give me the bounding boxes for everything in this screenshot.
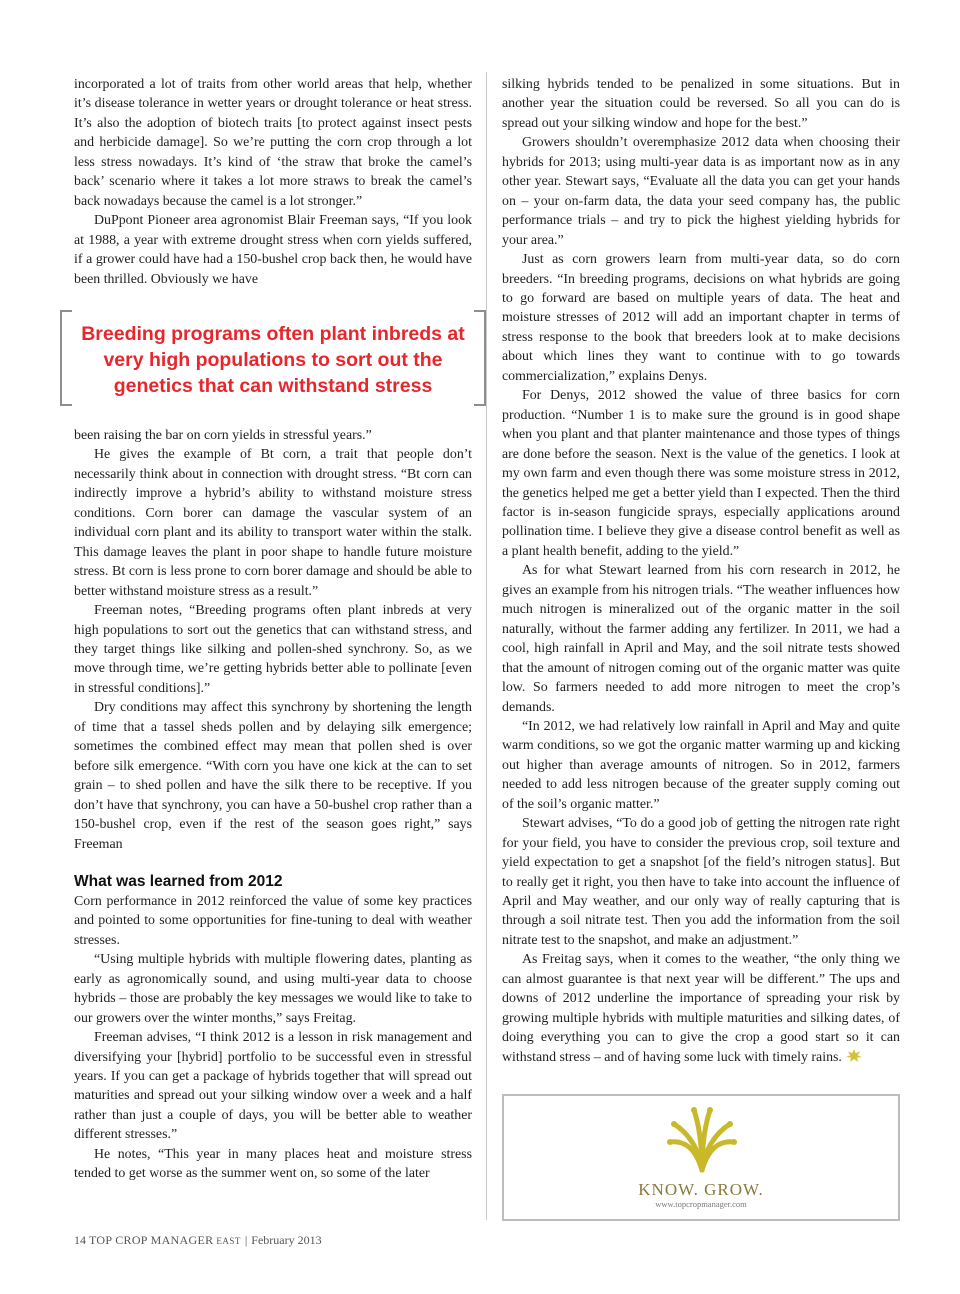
left-paragraph-5: Freeman notes, “Breeding programs often plant inbreds at very high populations to sort out the genetics that can withstand stress, and they target things like silking and pollen-shed synchrony. So, as we move through time, we’re getting hybrids better able to pollinate [even in stressful conditions].” (74, 603, 472, 696)
footer-separator: | (244, 1233, 248, 1247)
left-paragraph-3: been raising the bar on corn yields in stressful years.” (74, 427, 372, 443)
left-paragraph-4: He gives the example of Bt corn, a trait that people don’t necessarily think about in connection with drought stress. “Bt corn can indirectly improve a hybrid’s ability to withstand moisture stress conditions. Corn borer can damage the vascular system of an individual corn plant and its ability to transport water within the stalk. This damage leaves the plant in poor shape to handle future moisture stress. Bt corn is less prone to corn borer damage and should be able to better withstand moisture stress as a result.” (74, 447, 472, 599)
column-divider (486, 72, 487, 1220)
right-column (502, 75, 900, 1067)
right-paragraph-5: As for what Stewart learned from his corn research in 2012, he gives an example from his nitrogen trials. “The weather influences how much nitrogen is mineralized out of the organic matter in the soil naturally, without the farmer adding any fertilizer. In 2011, we had a cool, high rainfall in April and May, and the soil nitrate tests showed that the amount of nitrogen coming out of the organic matter was quite low. So farmers needed to add more nitrogen to meet the crop’s demands. (502, 563, 900, 715)
pull-quote (60, 310, 486, 406)
right-paragraph-7: Stewart advises, “To do a good job of getting the nitrogen rate right for your field, you have to consider the previous crop, soil texture and yield expectation to get a snapshot [of the field’s nitrogen status]. But to really get it right, you then have to take into account the influence of April and May weather, and our only way of really capturing that is through a soil nitrate test. Then you add the information from the soil nitrate test to the snapshot, and make an adjustment.” (502, 816, 900, 948)
publication-name: TOP CROP MANAGER (89, 1233, 214, 1247)
publication-edition: EAST (216, 1236, 241, 1246)
right-paragraph-4: For Denys, 2012 showed the value of three basics for corn production. “Number 1 is to make sure the ground is in good shape when you plant and that planter maintenance and those types of things are done before the season. Next is the value of the genetics. I look at my own farm and even though there was some moisture stress in 2012, the genetics helped me get a better yield than I expected. Then the third factor is in-season fungicide sprays, especially applications around pollination time. I believe they give a disease control benefit as well as a plant health benefit, adding to the yield.” (502, 388, 900, 559)
left-paragraph-8: “Using multiple hybrids with multiple flowering dates, planting as early as agronomically sound, and using multi-year data to choose hybrids – those are probably the key messages we would like to take to our growers over the winter months,” says Freitag. (74, 952, 472, 1026)
page-number: 14 (74, 1233, 86, 1247)
left-paragraph-9: Freeman advises, “I think 2012 is a lesson in risk management and diversifying your [hybrid] portfolio to be successful even in stressful years. If you can get a package of hybrids together that will spread out maturities and spread out your silking window over a week and a half rather than just a couple of days, you will be better able to weather different stresses.” (74, 1030, 472, 1143)
pull-quote-bracket-right (474, 310, 486, 406)
ad-tagline: KNOW. GROW. (638, 1180, 764, 1199)
house-ad[interactable] (502, 1094, 900, 1221)
left-paragraph-2: DuPpont Pioneer area agronomist Blair Freeman says, “If you look at 1988, a year with extreme drought stress when corn yields suffered, if a grower could have had a 150-bushel crop back then, he would have been thrilled. Obviously we have (74, 213, 472, 287)
right-paragraph-2: Growers shouldn’t overemphasize 2012 data when choosing their hybrids for 2013; using multi-year data is as important now as in any other year. Stewart says, “Evaluate all the data you can get your hands on – your on-farm data, the data your seed company has, the public performance trials – and try to pick the highest yielding hybrids for your area.” (502, 135, 900, 248)
right-paragraph-8-text: As Freitag says, when it comes to the weather, “the only thing we can almost guarantee is that next year will be different.” The ups and downs of 2012 underline the importance of spreading your risk by growing multiple hybrids with multiple maturities and silking dates, of doing everything you can to give the crop a good start so it can withstand stress – and of having some luck with timely rains. (502, 952, 900, 1065)
leaf-end-mark-icon (846, 1049, 862, 1063)
right-paragraph-3: Just as corn growers learn from multi-year data, so do corn breeders. “In breeding programs, decisions on what hybrids are going to go forward are based on multiple years of data. The heat and moisture stresses of 2012 will add an important chapter in terms of stress response to the book that breeders look at to make decisions about which lines they want to continue with to go towards commercialization,” explains Denys. (502, 252, 900, 384)
wheat-sheaf-logo-icon (666, 1104, 738, 1176)
left-paragraph-7: Corn performance in 2012 reinforced the value of some key practices and pointed to some opportunities for fine-tuning to deal with weather stresses. (74, 893, 472, 948)
left-paragraph-10: He notes, “This year in many places heat and moisture stress tended to get worse as the summer went on, so some of the later (74, 1146, 472, 1182)
right-paragraph-6: “In 2012, we had relatively low rainfall in April and May and quite warm conditions, so we got the organic matter warming up and kicking out higher than average amounts of nitrogen. So in 2012, farmers needed to add less nitrogen because of the greater supply coming out of the soil’s organic matter.” (502, 718, 900, 812)
section-subhead: What was learned from 2012 (74, 872, 283, 890)
pull-quote-text: Breeding programs often plant inbreds at very high populations to sort out the genetics that can withstand stress (81, 322, 465, 397)
right-paragraph-1: silking hybrids tended to be penalized in some situations. But in another year the situation could be reversed. So all you can do is spread out your silking window and hope for the best.” (502, 77, 900, 131)
left-column (74, 75, 472, 1184)
left-paragraph-6: Dry conditions may affect this synchrony by shortening the length of time that a tassel sheds pollen and by delaying silk emergence; sometimes the combined effect may mean that pollen shed is over before silk emergence. “With corn you have one kick at the can to set grain – to shed pollen and have the silk there to be receptive. If you don’t have that synchrony, you can have a 50-bushel crop rather than a 150-bushel crop, even if the rest of the season goes right,” says Freeman (74, 700, 472, 852)
issue-date: February 2013 (251, 1233, 322, 1247)
page-footer (74, 1233, 322, 1248)
ad-url-link[interactable]: www.topcropmanager.com (655, 1199, 747, 1209)
pull-quote-bracket-left (60, 310, 72, 406)
left-paragraph-1: incorporated a lot of traits from other world areas that help, whether it’s disease tolerance in wetter years or drought tolerance or heat stress. It’s also the adoption of biotech traits [to protect against insect pests and herbicide damage]. So we’re putting the corn crop through a lot less stress nowadays. It’s kind of ‘the straw that broke the camel’s back’ scenario where it takes a lot more straws to break the camel’s back nowadays because the camel is a lot stronger.” (74, 77, 472, 209)
right-paragraph-8 (502, 950, 900, 1067)
